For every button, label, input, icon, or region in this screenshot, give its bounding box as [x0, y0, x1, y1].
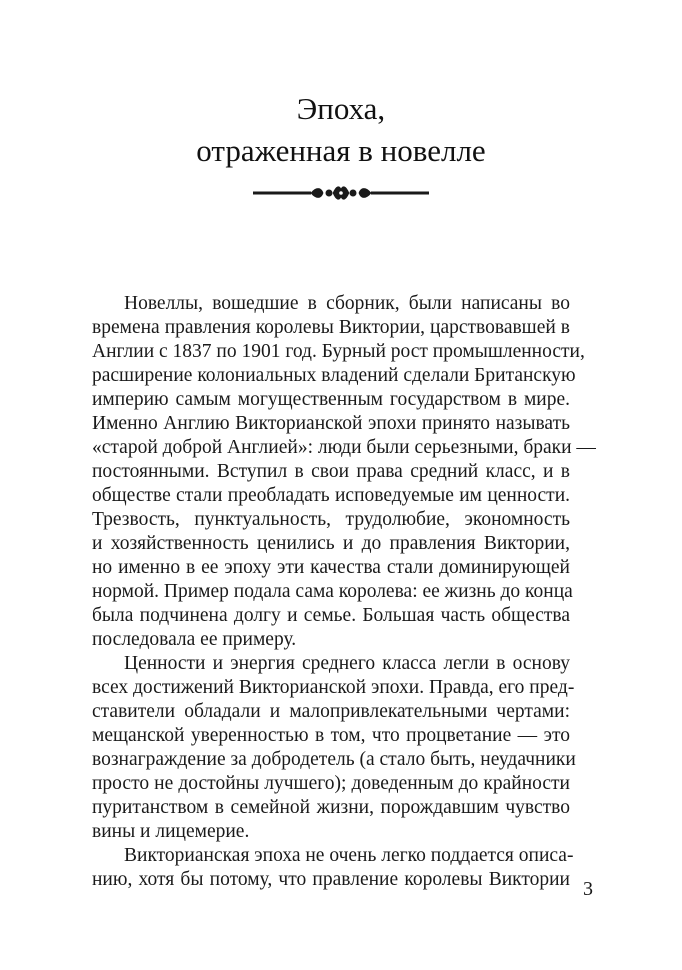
- text-line: была подчинена долгу и семье. Большая часть общества: [92, 605, 570, 626]
- chapter-title-line-2: отраженная в новелле: [196, 133, 486, 168]
- body-text: [92, 292, 596, 892]
- text-line: расширение колониальных владений сделали Британскую: [92, 365, 576, 386]
- page-number: 3: [583, 878, 593, 900]
- text-line: Трезвость, пунктуальность, трудолюбие, экономность: [92, 509, 570, 530]
- chapter-title-line-1: Эпоха,: [296, 91, 386, 126]
- text-line: ставители обладали и малопривлекательными чертами:: [92, 701, 570, 722]
- text-line: последовала ее примеру.: [92, 629, 297, 650]
- paragraph-3: [92, 844, 574, 892]
- text-line: Англии с 1837 по 1901 год. Бурный рост промышленности,: [92, 341, 585, 362]
- paragraph-2: [92, 652, 576, 844]
- text-line: но именно в ее эпоху эти качества стали доминирующей: [92, 557, 570, 578]
- text-line: постоянными. Вступил в свои права средний класс, и в: [92, 461, 570, 482]
- text-line: Новеллы, вошедшие в сборник, были написаны во: [124, 293, 570, 314]
- text-line: пуританством в семейной жизни, порождавшим чувство: [92, 797, 570, 818]
- text-line: всех достижений Викторианской эпохи. Правда, его пред-: [92, 677, 575, 698]
- text-line: и хозяйственность ценились и до правления Виктории,: [92, 533, 570, 554]
- text-line: «старой доброй Англией»: люди были серьезными, браки —: [92, 437, 596, 458]
- paragraph-1: [92, 292, 596, 652]
- text-line: вины и лицемерие.: [92, 821, 250, 842]
- text-line: времена правления королевы Виктории, царствовавшей в: [92, 317, 570, 338]
- chapter-title: [0, 88, 682, 172]
- text-line: Викторианская эпоха не очень легко поддается описа-: [124, 845, 574, 866]
- text-line: Именно Англию Викторианской эпохи принято называть: [92, 413, 570, 434]
- text-line: просто не достойны лучшего); доведенным до крайности: [92, 773, 570, 794]
- text-line: империю самым могущественным государством в мире.: [92, 389, 570, 410]
- text-line: мещанской уверенностью в том, что процветание — это: [92, 725, 570, 746]
- text-line: нию, хотя бы потому, что правление королевы Виктории: [92, 869, 570, 890]
- text-line: обществе стали преобладать исповедуемые им ценности.: [92, 485, 570, 506]
- text-line: Ценности и энергия среднего класса легли в основу: [124, 653, 570, 674]
- text-line: вознаграждение за добродетель (а стало быть, неудачники: [92, 749, 576, 770]
- text-line: нормой. Пример подала сама королева: ее жизнь до конца: [92, 581, 573, 602]
- decorative-divider-icon: [253, 183, 429, 203]
